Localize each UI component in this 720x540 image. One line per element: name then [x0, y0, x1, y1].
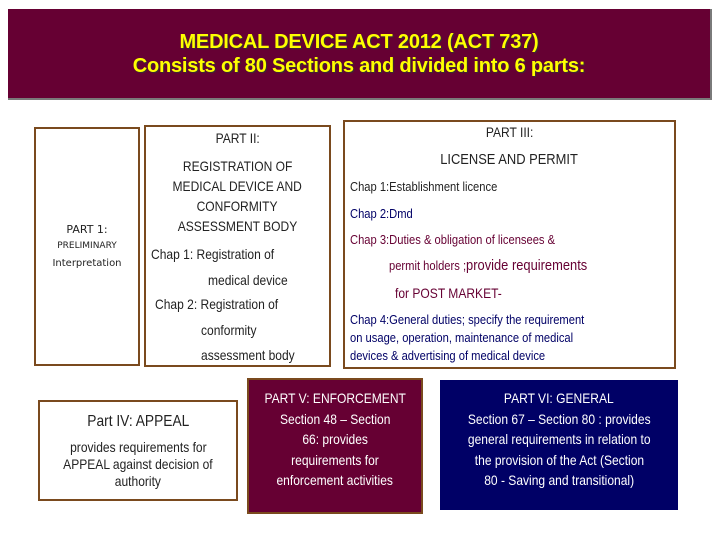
part-5-title: PART V: ENFORCEMENT [264, 390, 406, 406]
part-3-permit-holders: permit holders ; [389, 258, 467, 273]
part-2-heading-3: CONFORMITY [197, 198, 278, 214]
part-2-heading-1: REGISTRATION OF [182, 158, 293, 174]
part-2-chap-1-cont: medical device [208, 272, 288, 288]
part-3-chap-3-cont-1 [389, 257, 587, 274]
part-2-chap-1: Chap 1: Registration of [151, 246, 275, 262]
part-4-title: Part IV: APPEAL [87, 413, 189, 430]
part-6-line-2: Section 67 – Section 80 : provides [467, 410, 651, 427]
part-3-chap-2: Chap 2:Dmd [350, 206, 413, 221]
part-6-box [440, 380, 678, 510]
part-5-box [247, 378, 423, 514]
part-3-heading: LICENSE AND PERMIT [440, 151, 579, 168]
part-2-title: PART II: [215, 130, 260, 146]
part-2-box [144, 125, 331, 367]
part-5-line-3: 66: provides [302, 431, 368, 447]
part-1-title: PART 1: [66, 223, 108, 236]
part-5-line-5: enforcement activities [276, 472, 394, 488]
part-2-chap-2-cont-1: conformity [201, 322, 257, 338]
part-5-line-2: Section 48 – Section [279, 410, 391, 427]
part-4-body-2: APPEAL against decision of [63, 456, 213, 472]
part-1-description: Interpretation [52, 258, 122, 269]
title-line-1: MEDICAL DEVICE ACT 2012 (ACT 737) [179, 30, 539, 53]
part-3-chap-4: Chap 4:General duties; specify the requirement [350, 312, 585, 327]
part-3-box [343, 120, 676, 369]
part-2-chap-2-cont-2: assessment body [201, 347, 295, 363]
part-4-box [38, 400, 238, 501]
part-3-provide-requirements: provide requirements [466, 257, 588, 274]
part-4-body-3: authority [114, 473, 162, 489]
part-6-line-4: the provision of the Act (Section [474, 451, 644, 468]
part-1-box [34, 127, 140, 366]
part-3-chap-1: Chap 1:Establishment licence [350, 179, 498, 194]
part-6-title: PART VI: GENERAL [504, 390, 614, 406]
part-3-title: PART III: [485, 124, 534, 140]
part-6-line-3: general requirements in relation to [467, 431, 651, 447]
part-4-body-1: provides requirements for [69, 439, 207, 455]
part-2-heading-2: MEDICAL DEVICE AND [172, 178, 303, 194]
part-2-chap-2: Chap 2: Registration of [155, 296, 279, 312]
part-3-chap-4-cont-1: on usage, operation, maintenance of medical [350, 330, 574, 345]
part-5-line-4: requirements for [291, 451, 379, 468]
part-3-chap-3: Chap 3:Duties & obligation of licensees & [350, 232, 556, 247]
title-banner [8, 9, 712, 100]
part-3-chap-4-cont-2: devices & advertising of medical device [350, 348, 546, 363]
part-2-heading-4: ASSESSMENT BODY [177, 218, 298, 234]
part-6-line-5: 80 - Saving and transitional) [484, 472, 634, 488]
part-1-subtitle: PRELIMINARY [57, 241, 117, 251]
part-3-chap-3-cont-2: for POST MARKET- [395, 285, 502, 301]
title-line-2: Consists of 80 Sections and divided into 6 parts: [132, 54, 586, 77]
